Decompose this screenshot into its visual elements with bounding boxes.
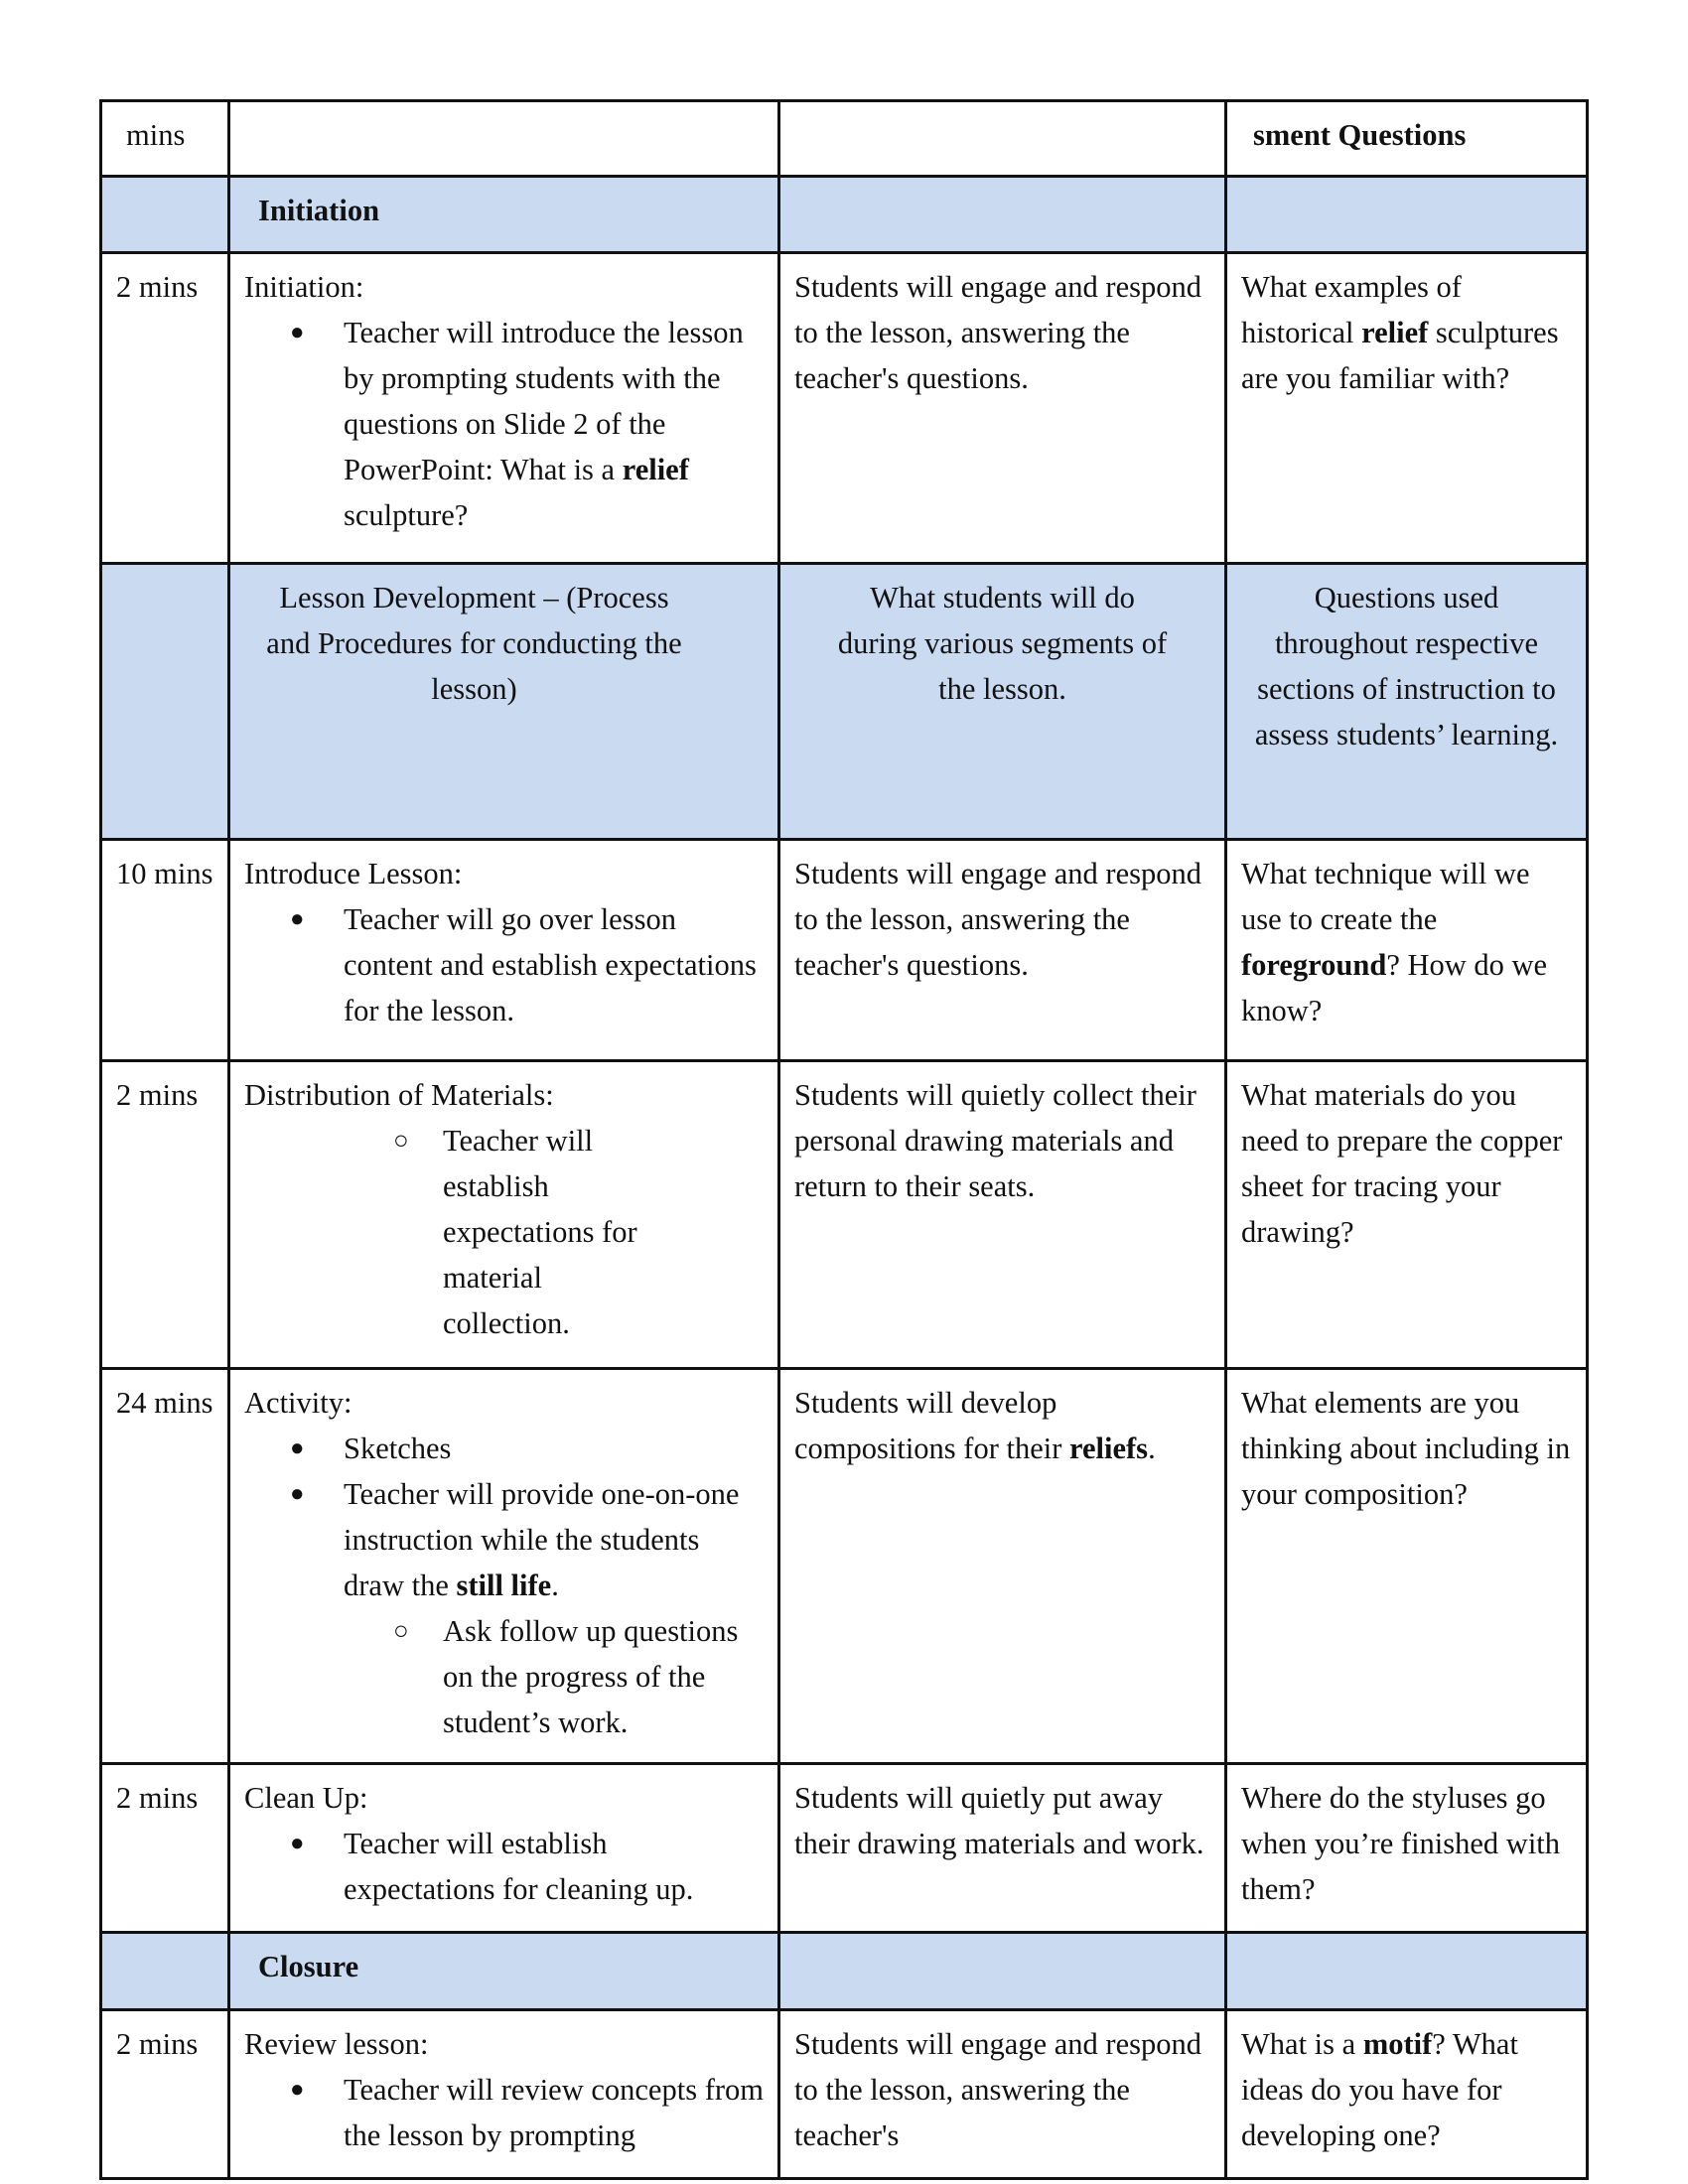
- development-assessment-heading: Questions used throughout respective sections of instruction to assess students’ learning.: [1226, 564, 1588, 840]
- table-row: [101, 2010, 1588, 2179]
- list-item: ● Teacher will introduce the lesson by prompting students with the questions on Slide 2 of the PowerPoint: What is a relief sculpture?: [244, 310, 764, 538]
- initiation-section-row: [101, 177, 1588, 253]
- assessment-cell: What examples of historical relief sculptures are you familiar with?: [1226, 253, 1588, 564]
- initiation-label-cell: [229, 177, 779, 253]
- closure-section-row: [101, 1933, 1588, 2010]
- initiation-assessment-cell: [1226, 177, 1588, 253]
- closure-label-cell: [229, 1933, 779, 2010]
- header-procedures: [229, 101, 779, 177]
- student-activity-cell: Students will quietly put away their drawing materials and work.: [779, 1764, 1226, 1933]
- time-cell: 2 mins: [101, 253, 229, 564]
- student-activity-cell: Students will engage and respond to the lesson, answering the teacher's questions.: [779, 840, 1226, 1061]
- table-row: [101, 840, 1588, 1061]
- step-title: Review lesson:: [244, 2027, 429, 2061]
- section-heading: Initiation: [258, 194, 380, 227]
- procedure-cell: [229, 253, 779, 564]
- bullet-list: [244, 896, 764, 1033]
- lesson-plan-table: [99, 99, 1589, 2180]
- list-item: ● Teacher will establish expectations for cleaning up.: [244, 1821, 764, 1912]
- table-row: [101, 1061, 1588, 1369]
- closure-assessment-cell: [1226, 1933, 1588, 2010]
- list-item: ● Teacher will review concepts from the lesson by prompting: [244, 2067, 764, 2158]
- development-time-cell: [101, 564, 229, 840]
- assessment-cell: Where do the styluses go when you’re finished with them?: [1226, 1764, 1588, 1933]
- procedure-cell: [229, 1061, 779, 1369]
- assessment-cell: What elements are you thinking about including in your composition?: [1226, 1369, 1588, 1764]
- step-title: Initiation:: [244, 270, 364, 304]
- step-title: Activity:: [244, 1386, 352, 1420]
- bullet-list: [244, 1821, 764, 1912]
- assessment-cell: What technique will we use to create the foreground? How do we know?: [1226, 840, 1588, 1061]
- student-activity-cell: Students will develop compositions for their reliefs.: [779, 1369, 1226, 1764]
- list-item: ● Teacher will go over lesson content and establish expectations for the lesson.: [244, 896, 764, 1033]
- development-section-row: [101, 564, 1588, 840]
- header-assessment: sment Questions: [1226, 101, 1588, 177]
- header-students: [779, 101, 1226, 177]
- sub-bullet-list: [244, 1118, 764, 1346]
- step-title: Distribution of Materials:: [244, 1078, 554, 1112]
- list-item: ○ Teacher will establish expectations for material collection.: [244, 1118, 764, 1346]
- initiation-time-cell: [101, 177, 229, 253]
- header-time: mins: [101, 101, 229, 177]
- student-activity-cell: Students will engage and respond to the lesson, answering the teacher's: [779, 2010, 1226, 2179]
- closure-students-cell: [779, 1933, 1226, 2010]
- development-procedures-heading: Lesson Development – (Process and Procedures for conducting the lesson): [229, 564, 779, 840]
- student-activity-cell: Students will quietly collect their personal drawing materials and return to their seats.: [779, 1061, 1226, 1369]
- development-students-heading: What students will do during various segments of the lesson.: [779, 564, 1226, 840]
- student-activity-cell: Students will engage and respond to the lesson, answering the teacher's questions.: [779, 253, 1226, 564]
- table-row: [101, 253, 1588, 564]
- assessment-cell: What materials do you need to prepare the copper sheet for tracing your drawing?: [1226, 1061, 1588, 1369]
- list-item: ○ Ask follow up questions on the progress of the student’s work.: [344, 1608, 764, 1745]
- procedure-cell: [229, 2010, 779, 2179]
- step-title: Clean Up:: [244, 1781, 368, 1815]
- list-item: ● Teacher will provide one-on-one instruction while the students draw the still life. ○ Ask follow up questions on the progress of the student’s work.: [244, 1471, 764, 1745]
- table-row: [101, 1369, 1588, 1764]
- closure-time-cell: [101, 1933, 229, 2010]
- bullet-list: [244, 310, 764, 538]
- sub-bullet-list: [344, 1608, 764, 1745]
- bullet-list: [244, 2067, 764, 2158]
- step-title: Introduce Lesson:: [244, 857, 463, 890]
- procedure-cell: [229, 1369, 779, 1764]
- bullet-list: [244, 1426, 764, 1745]
- procedure-cell: [229, 1764, 779, 1933]
- time-cell: 2 mins: [101, 2010, 229, 2179]
- time-cell: 2 mins: [101, 1764, 229, 1933]
- section-heading: Closure: [258, 1950, 359, 1983]
- procedure-cell: [229, 840, 779, 1061]
- time-cell: 24 mins: [101, 1369, 229, 1764]
- table-row: [101, 1764, 1588, 1933]
- header-row: [101, 101, 1588, 177]
- time-cell: 10 mins: [101, 840, 229, 1061]
- list-item: ● Sketches: [244, 1426, 764, 1471]
- initiation-students-cell: [779, 177, 1226, 253]
- assessment-cell: What is a motif? What ideas do you have for developing one?: [1226, 2010, 1588, 2179]
- time-cell: 2 mins: [101, 1061, 229, 1369]
